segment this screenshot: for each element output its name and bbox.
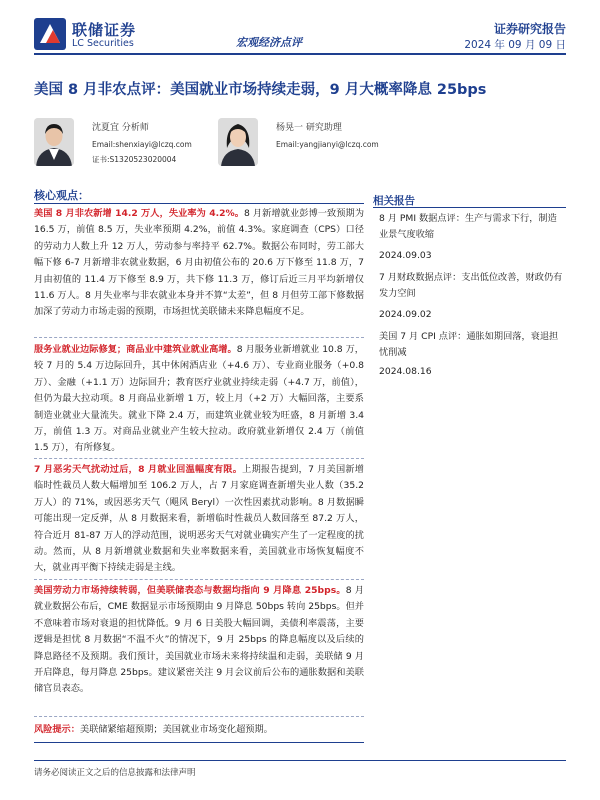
footer-divider — [34, 760, 566, 761]
paragraph-text: 8 月就业数据公布后，CME 数据显示市场预期由 9 月降息 50bps 转向 25bps。但并不意味着市场对衰退的担忧降低。9 月 6 日美股大幅回调，美债利率震荡，主要逻辑是担忧 8 月数据“不温不火”的情况下，9 月 25bps 的降息幅度以及后续的降息路径不及预期。我们预计，美国就业市场未来将持续温和走弱，美联储 9 月开启降息，每月降息 25bps。建议紧密关注 9 月会议前后公布的通胀数据和美联储官员表态。 — [34, 585, 364, 695]
logo-mark-icon — [34, 18, 66, 50]
paragraph-highlight: 美国劳动力市场持续转弱，但美联储表态与数据均指向 9 月降息 25bps。 — [34, 585, 346, 596]
related-report-date: 2024.09.03 — [379, 250, 432, 261]
analyst-email[interactable]: Email:yangjianyi@lczq.com — [276, 140, 379, 149]
report-date: 2024 年 09 月 09 日 — [464, 39, 566, 51]
body-paragraph — [34, 583, 364, 698]
risk-text: 美联储紧缩超预期；美国就业市场变化超预期。 — [79, 724, 273, 735]
body-paragraph — [34, 462, 364, 577]
logo-text-cn: 联储证券 — [72, 21, 137, 39]
paragraph-highlight: 服务业就业边际修复；商品业中建筑业就业高增。 — [34, 344, 237, 355]
related-reports-heading: 相关报告 — [373, 195, 415, 207]
related-report-link[interactable]: 美国 7 月 CPI 点评：通胀如期回落，衰退担忧削减 — [379, 331, 559, 358]
header-divider — [34, 53, 566, 55]
paragraph-text: 上期报告提到，7 月美国新增临时性裁员人数大幅增加至 106.2 万人，占 7 月家庭调查新增失业人数（35.2 万人）的 71%，或因恶劣天气（飓风 Beryl）一次性因素扰动影响。8 月数据瞬可能出现一定反弹，从 8 月数据来看，新增临时性裁员人数回落至 87.2 万人，符合近月 81-87 万人的浮动范围，说明恶劣天气对就业确实产生了一定程度的扰动。然而，从 8 月新增就业数据和失业率数据来看，美国就业市场恢复幅度不大，就业再平衡下持续走弱是主线。 — [34, 464, 364, 574]
analyst-photo — [34, 118, 74, 166]
paragraph-divider — [34, 579, 364, 580]
paragraph-highlight: 美国 8 月非农新增 14.2 万人，失业率为 4.2%。 — [34, 208, 245, 219]
risk-label: 风险提示： — [34, 724, 80, 735]
related-report-link[interactable]: 7 月财政数据点评：支出低位改善，财政仍有发力空间 — [379, 272, 563, 299]
paragraph-text: 8 月新增就业彭博一致预期为 16.5 万，前值 8.5 万，失业率预期 4.2%，前值 4.3%。家庭调查（CPS）口径的劳动力人数上升 12 万人，劳动参与率持平 62.7%。数据公布同时，劳工部大幅下修 6-7 月新增非农就业数据，6 月由初值公布的 20.6 万下修至 11.8 万，7 月由初值的 11.4 万下修至 8.9 万，共下修 11.3 万，修订后近三月平均新增仅 11.6 万人。8 月失业率与非农就业本身并不算“太差”，但 8 月但劳工部下修数据加深了劳动力市场走弱的预期，市场担忧美联储未来降息幅度不足。 — [34, 208, 365, 318]
paragraph-divider — [34, 458, 364, 459]
related-report-link[interactable]: 8 月 PMI 数据点评：生产与需求下行，制造业景气度收缩 — [379, 213, 557, 240]
analyst-name: 杨晃一 研究助理 — [276, 123, 342, 133]
report-title: 美国 8 月非农点评：美国就业市场持续走弱，9 月大概率降息 25bps — [34, 82, 487, 98]
core-view-heading: 核心观点： — [34, 189, 89, 202]
company-logo — [34, 16, 184, 54]
paragraph-divider — [34, 337, 364, 338]
paragraph-highlight: 7 月恶劣天气扰动过后，8 月就业回温幅度有限。 — [34, 464, 243, 475]
logo-text-en: LC Securities — [72, 38, 134, 49]
body-paragraph — [34, 206, 364, 321]
paragraph-divider — [34, 716, 364, 717]
section-divider — [34, 742, 364, 743]
report-type: 证券研究报告 — [493, 22, 566, 36]
paragraph-text: 8 月服务业新增就业 10.8 万，较 7 月的 5.4 万边际回升，其中休闲酒店业（+4.6 万）、专业商业服务（+0.8 万）、金融（+1.1 万）边际回升；教育医疗业就业持续走弱（+4.7 万，前值），但仍为最大拉动项。8 月商品业新增 1 万，较上月（+2 万）大幅回落，主要系制造业就业大量流失。就业下降 2.4 万，而建筑业就业较为旺盛，8 月新增 3.4 万，前值 1.3 万。对商品业就业产生较大拉动。政府就业新增仅 2.4 万（前值 1.5 万），有所修复。 — [34, 344, 364, 454]
section-divider — [34, 203, 364, 204]
related-report-date: 2024.09.02 — [379, 309, 432, 320]
report-category: 宏观经济点评 — [236, 36, 302, 49]
risk-warning — [34, 722, 364, 738]
related-report-date: 2024.08.16 — [379, 366, 432, 377]
body-paragraph — [34, 342, 364, 457]
analyst-certificate: 证书:S1320523020004 — [92, 155, 177, 164]
analyst-name: 沈夏宜 分析师 — [92, 123, 149, 133]
person-portrait-icon — [34, 118, 74, 166]
sidebar-divider — [373, 207, 566, 208]
analyst-email[interactable]: Email:shenxiayi@lczq.com — [92, 140, 192, 149]
person-portrait-icon — [218, 118, 258, 166]
analyst-photo — [218, 118, 258, 166]
disclaimer-note: 请务必阅读正文之后的信息披露和法律声明 — [34, 768, 196, 778]
